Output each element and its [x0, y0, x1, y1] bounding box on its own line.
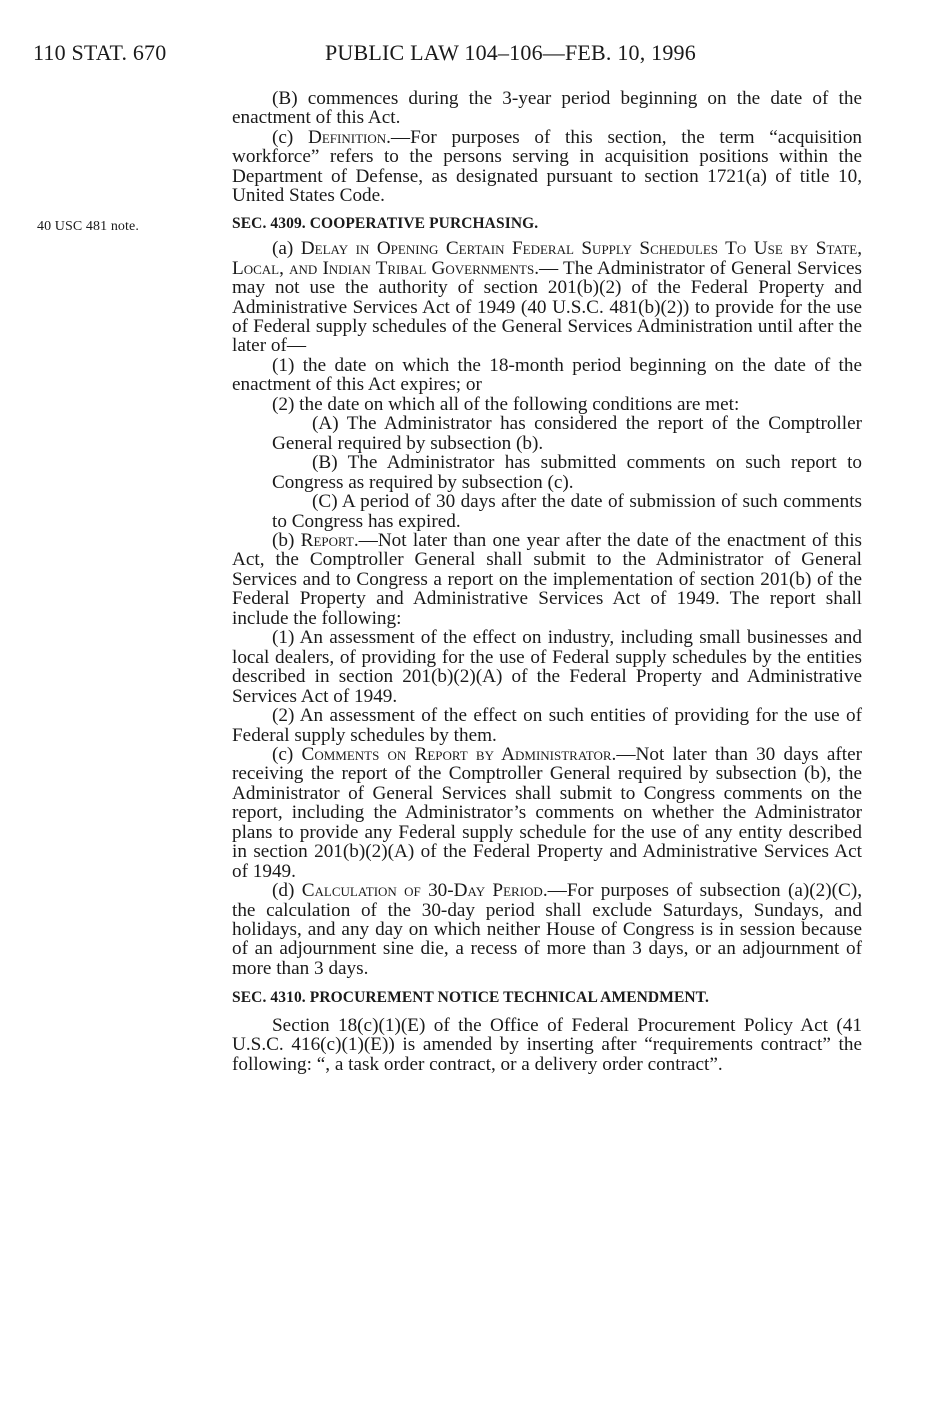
item-a-2-C: (C) A period of 30 days after the date of submission of such comments to Congress has expired. — [272, 491, 862, 532]
heading-report: Report — [300, 529, 354, 551]
item-a-2: (2) the date on which all of the following conditions are met: — [272, 393, 740, 415]
law-identifier: PUBLIC LAW 104–106—FEB. 10, 1996 — [325, 40, 696, 65]
item-b-2: (2) An assessment of the effect on such entities of providing for the use of Federal supply schedules by them. — [232, 705, 862, 746]
paragraph-a-delay: (a) Delay in Opening Certain Federal Supply Schedules To Use by State, Local, and Indian Tribal Governments.— The Administrator of General Services may not use the authority of section 201(b)(2) of the Federal Property and Administrative Services Act of 1949 (40 U.S.C. 481(b)(2)) to provide for the use of Federal supply schedules of the General Services Administration until after the later of— — [232, 238, 862, 357]
document-body — [232, 89, 862, 1074]
paragraph-b-commences: (B) commences during the 3-year period beginning on the date of the enactment of this Act. — [232, 88, 862, 129]
running-head — [0, 40, 947, 70]
heading-definition: Definition — [308, 126, 387, 148]
paragraph-4310-text: Section 18(c)(1)(E) of the Office of Federal Procurement Policy Act (41 U.S.C. 416(c)(1)(E)) is amended by inserting after “requirements contract” the following: “, a task order contract, or a delivery order contract”. — [232, 1014, 862, 1075]
item-a-2-A: (A) The Administrator has considered the report of the Comptroller General required by subsection (b). — [272, 413, 862, 454]
paragraph-c-comments: (c) Comments on Report by Administrator.—Not later than 30 days after receiving the report of the Comptroller General required by subsection (b), the Administrator of General Services shall submit to Congress comments on the report, including the Administrator’s comments on whether the Administrator plans to provide any Federal supply schedule for the use of any entity described in section 201(b)(2)(A) of the Federal Property and Administrative Services Act of 1949. — [232, 743, 862, 882]
paragraph-d-calculation: (d) Calculation of 30-Day Period.—For purposes of subsection (a)(2)(C), the calculation of the 30-day period shall exclude Saturdays, Sundays, and holidays, and any day on which neither House of Congress is in session because of an adjournment sine die, a recess of more than 3 days, or an adjournment of more than 3 days. — [232, 880, 863, 979]
heading-comments: Comments on Report by Administrator — [301, 743, 612, 765]
item-a-2-B: (B) The Administrator has submitted comments on such report to Congress as required by subsection (c). — [272, 452, 862, 493]
paragraph-b-report: (b) Report.—Not later than one year after the date of the enactment of this Act, the Comptroller General shall submit to the Administrator of General Services and to Congress a report on the implementation of section 201(b) of the Federal Property and Administrative Services Act of 1949. The report shall include the following: — [232, 529, 863, 629]
item-b-1: (1) An assessment of the effect on industry, including small businesses and local dealers, of providing for the use of Federal supply schedules by the entities described in section 201(b)(2)(A) of the Federal Property and Administrative Services Act of 1949. — [232, 627, 862, 707]
item-a-1: (1) the date on which the 18-month period beginning on the date of the enactment of this Act expires; or — [232, 354, 862, 396]
paragraph-c-definition: (c) Definition.—For purposes of this section, the term “acquisition workforce” refers to the persons serving in acquisition positions within the Department of Defense, as designated pursuant to section 1721(a) of title 10, United States Code. — [232, 126, 863, 207]
heading-calculation: Calculation of 30-Day Period — [301, 880, 543, 902]
section-heading-4310: SEC. 4310. PROCUREMENT NOTICE TECHNICAL AMENDMENT. — [232, 989, 709, 1007]
margin-note-usc: 40 USC 481 note. — [37, 219, 139, 234]
section-heading-4309: SEC. 4309. COOPERATIVE PURCHASING. — [232, 214, 539, 232]
page-identifier: 110 STAT. 670 — [33, 40, 167, 65]
heading-delay: Delay in Opening Certain Federal Supply Schedules To Use by State, Local, and Indian Tribal Governments — [232, 238, 862, 279]
